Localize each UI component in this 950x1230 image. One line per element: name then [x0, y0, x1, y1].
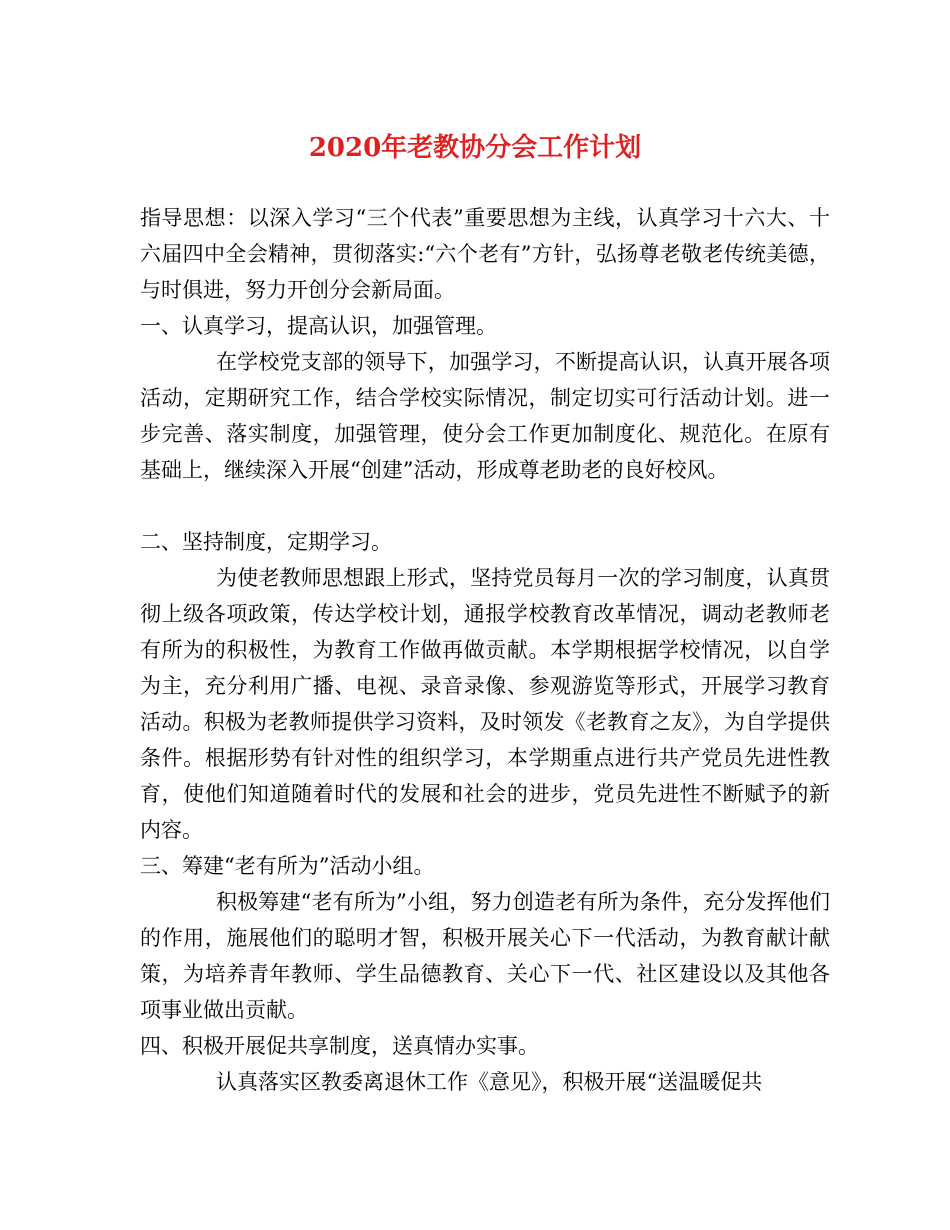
section-heading-2: 二、坚持制度，定期学习。 — [140, 530, 392, 554]
section-body-1: 在学校党支部的领导下，加强学习，不断提高认识，认真开展各项活动，定期研究工作，结合学校实际情况，制定切实可行活动计划。进一步完善、落实制度，加强管理，使分会工作更加制度化、规范化。在原有基础上，继续深入开展“创建”活动，形成尊老助老的良好校风。 — [140, 350, 830, 482]
document-title: 2020年老教协分会工作计划 — [308, 133, 642, 163]
section-heading-4: 四、积极开展促共享制度，送真情办实事。 — [140, 1034, 539, 1058]
document-body — [140, 200, 830, 1100]
guiding-ideology-paragraph: 指导思想：以深入学习“三个代表”重要思想为主线，认真学习十六大、十六届四中全会精神，贯彻落实:“六个老有”方针，弘扬尊老敬老传统美德，与时俱进，努力开创分会新局面。 — [140, 206, 830, 302]
blank-line — [140, 488, 830, 524]
section-body-3: 积极筹建“老有所为”小组，努力创造老有所为条件，充分发挥他们的作用，施展他们的聪明才智，积极开展关心下一代活动，为教育献计献策，为培养青年教师、学生品德教育、关心下一代、社区建设以及其他各项事业做出贡献。 — [140, 890, 830, 1022]
section-heading-3: 三、筹建“老有所为”活动小组。 — [140, 854, 435, 878]
section-body-2: 为使老教师思想跟上形式，坚持党员每月一次的学习制度，认真贯彻上级各项政策，传达学校计划，通报学校教育改革情况，调动老教师老有所为的积极性，为教育工作做再做贡献。本学期根据学校情况，以自学为主，充分利用广播、电视、录音录像、参观游览等形式，开展学习教育活动。积极为老教师提供学习资料，及时领发《老教育之友》，为自学提供条件。根据形势有针对性的组织学习，本学期重点进行共产党员先进性教育，使他们知道随着时代的发展和社会的进步，党员先进性不断赋予的新内容。 — [140, 566, 830, 842]
section-body-4: 认真落实区教委离退休工作《意见》，积极开展“送温暖促共 — [216, 1070, 763, 1094]
section-heading-1: 一、认真学习，提高认识，加强管理。 — [140, 314, 497, 338]
